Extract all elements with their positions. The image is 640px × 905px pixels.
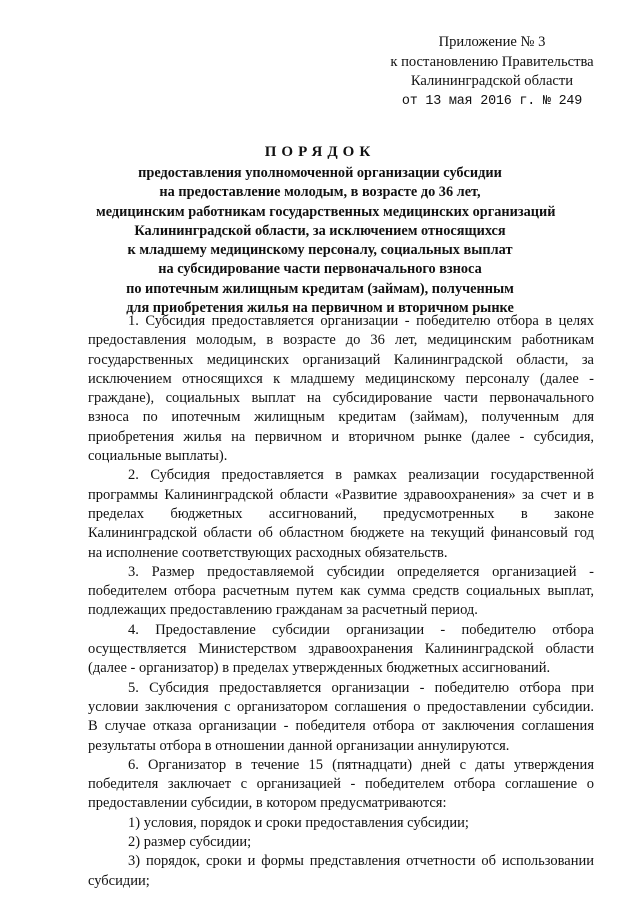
text-line: победителя заключает с организацией - победителем отбора соглашение о	[88, 776, 594, 793]
text-line: социальные выплаты).	[88, 448, 228, 465]
document-body	[88, 312, 594, 891]
subtitle-line: для приобретения жилья на первичном и вторичном рынке	[126, 300, 514, 317]
subtitle-line: на предоставление молодым, в возрасте до 36 лет,	[159, 184, 481, 201]
appendix-header	[372, 33, 612, 111]
paragraph-3	[88, 563, 594, 621]
text-line: на исполнение соответствующих расходных обязательств.	[88, 544, 448, 561]
appendix-date-number: от 13 мая 2016 г. № 249	[401, 93, 583, 109]
appendix-resolution-ref: к постановлению Правительства	[390, 53, 594, 70]
text-line: Калининградской области об областном бюджете на текущий финансовый год	[88, 525, 594, 542]
text-line: исключением относящихся к младшему медицинскому персоналу (далее -	[88, 370, 594, 387]
text-line: государственных медицинских организаций Калининградской области, за	[88, 351, 594, 368]
text-line: пределах бюджетных ассигнований, предусмотренных в законе	[88, 505, 594, 522]
text-line: результаты отбора в отношении данной организации аннулируются.	[88, 737, 510, 754]
text-line: предоставления молодым, в возрасте до 36 лет, медицинским работникам	[88, 332, 594, 349]
text-line: граждане), социальных выплат на субсидирование части первоначального	[88, 390, 594, 407]
text-line: В случае отказа организации - победителя отбора от заключения соглашения	[88, 718, 594, 735]
text-line: победителем отбора расчетным путем как сумма средств социальных выплат,	[88, 583, 594, 600]
subtitle-line: медицинским работникам государственных медицинских организаций	[96, 203, 556, 220]
subtitle-line: предоставления уполномоченной организации субсидии	[138, 165, 502, 181]
text-line: приобретения жилья на первичном и вторичном рынке (далее - субсидия,	[88, 428, 594, 445]
subtitle-line: к младшему медицинскому персоналу, социальных выплат	[127, 242, 513, 259]
paragraph-5	[88, 679, 594, 756]
list-item-2	[88, 833, 594, 852]
text-line: осуществляется Министерством здравоохранения Калининградской области	[88, 641, 594, 658]
subtitle-line: Калининградской области, за исключением относящихся	[134, 222, 506, 239]
appendix-number: Приложение № 3	[438, 34, 546, 50]
paragraph-2	[88, 466, 594, 562]
paragraph-1	[88, 312, 594, 466]
document-subtitle	[96, 164, 556, 318]
text-line: 2) размер субсидии;	[128, 834, 252, 851]
text-line: 3) порядок, сроки и формы представления отчетности об использовании	[128, 853, 594, 870]
text-line: субсидии;	[88, 872, 150, 889]
paragraph-6	[88, 756, 594, 814]
list-item-3	[88, 852, 594, 891]
text-line: 5. Субсидия предоставляется организации - победителю отбора при	[128, 679, 594, 696]
text-line: 4. Предоставление субсидии организации - победителю отбора	[128, 621, 594, 638]
text-line: подлежащих предоставлению гражданам за расчетный период.	[88, 602, 478, 619]
subtitle-line: на субсидирование части первоначального взноса	[158, 261, 482, 278]
text-line: программы Калининградской области «Развитие здравоохранения» за счет и в	[88, 486, 594, 503]
text-line: 1. Субсидия предоставляется организации - победителю отбора в целях	[128, 313, 594, 329]
text-line: 2. Субсидия предоставляется в рамках реализации государственной	[128, 467, 594, 484]
document-title: ПОРЯДОК	[264, 144, 376, 160]
text-line: (далее - организатор) в пределах утвержденных бюджетных ассигнований.	[88, 660, 551, 677]
text-line: 3. Размер предоставляемой субсидии определяется организацией -	[128, 563, 594, 580]
text-line: предоставлении субсидии, в котором предусматриваются:	[88, 795, 447, 812]
subtitle-line: по ипотечным жилищным кредитам (займам), полученным	[126, 280, 514, 297]
list-item-1	[88, 814, 594, 833]
text-line: 1) условия, порядок и сроки предоставления субсидии;	[128, 814, 469, 831]
text-line: 6. Организатор в течение 15 (пятнадцати) дней с даты утверждения	[128, 756, 594, 773]
text-line: взноса по ипотечным жилищным кредитам (займам), полученным для	[88, 409, 594, 426]
appendix-region: Калининградской области	[410, 73, 574, 89]
paragraph-4	[88, 621, 594, 679]
text-line: условии заключения с организатором соглашения о предоставлении субсидии.	[88, 698, 594, 715]
